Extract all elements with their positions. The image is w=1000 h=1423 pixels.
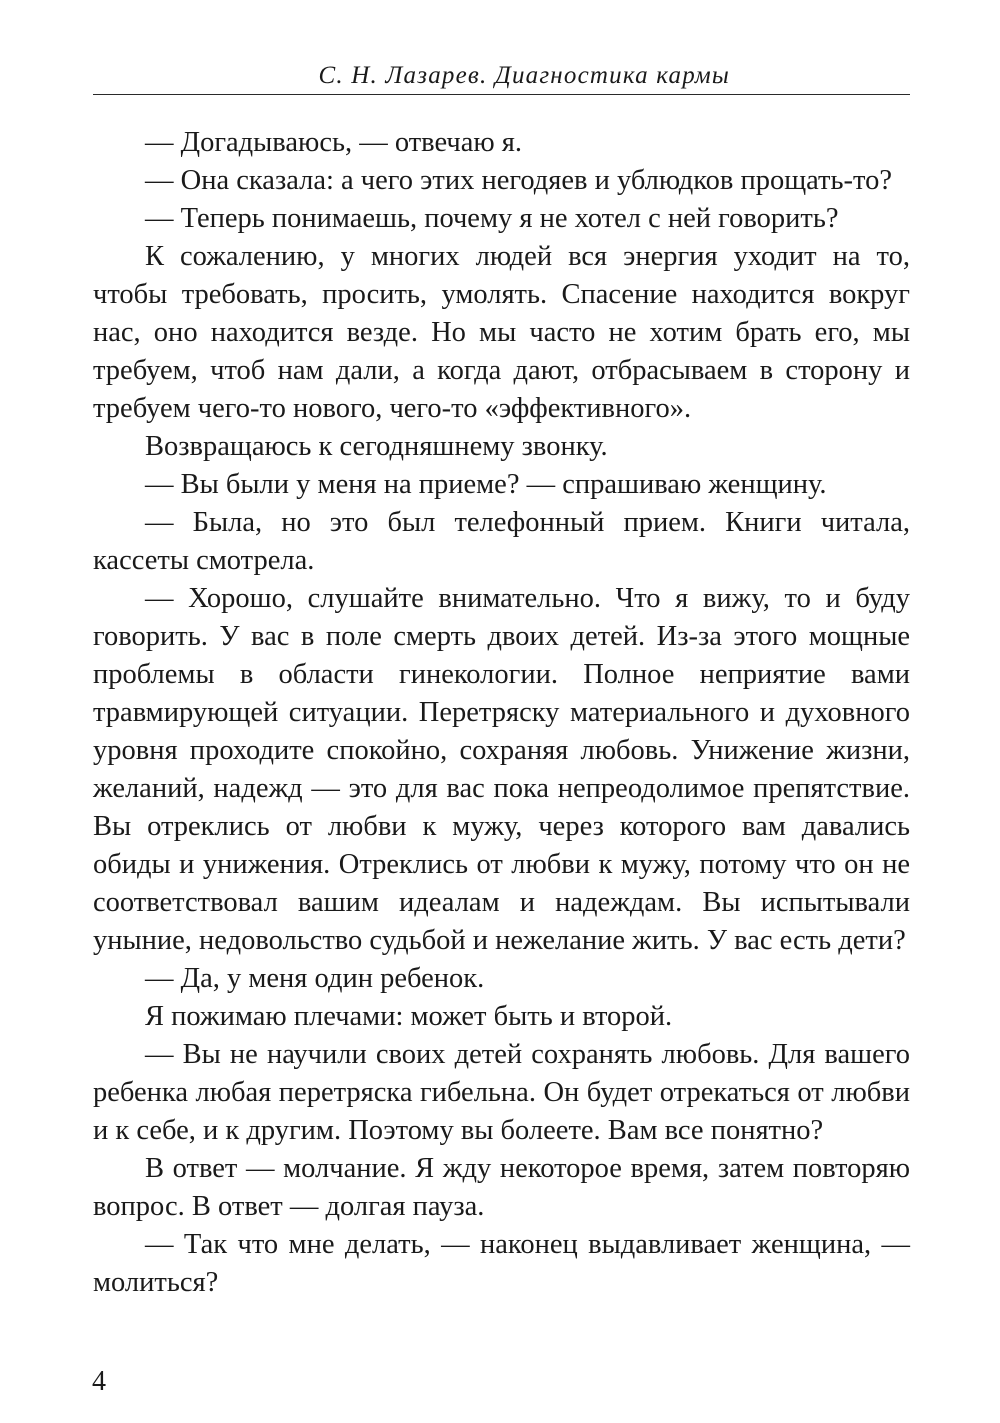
paragraph: — Вы не научили своих детей сохранять любовь. Для вашего ребенка любая перетряска гибельна. Он будет отрекаться от любви и к себе, и к другим. Поэтому вы болеете. Вам все понятно? [93,1039,910,1146]
paragraph: — Хорошо, слушайте внимательно. Что я вижу, то и буду говорить. У вас в поле смерть двоих детей. Из-за этого мощные проблемы в области гинекологии. Полное неприятие вами травмирующей ситуации. Перетряску материального и духовного уровня проходите спокойно, сохраняя любовь. Унижение жизни, желаний, надежд — это для вас пока непреодолимое препятствие. Вы отреклись от любви к мужу, через которого вам давались обиды и унижения. Отреклись от любви к мужу, потому что он не соответствовал вашим идеалам и надеждам. Вы испытывали уныние, недовольство судьбой и нежелание жить. У вас есть дети? [93,583,910,956]
paragraph: К сожалению, у многих людей вся энергия уходит на то, чтобы требовать, просить, умолять. Спасение находится вокруг нас, оно находится везде. Но мы часто не хотим брать его, мы требуем, чтоб нам дали, а когда дают, отбрасываем в сторону и требуем чего-то нового, чего-то «эффективного». [93,241,910,424]
running-header [93,56,910,95]
paragraph: — Теперь понимаешь, почему я не хотел с ней говорить? [145,203,839,234]
paragraph: — Догадываюсь, — отвечаю я. [145,127,523,158]
paragraph: — Вы были у меня на приеме? — спрашиваю женщину. [145,469,827,500]
paragraph: — Она сказала: а чего этих негодяев и ублюдков прощать-то? [145,165,892,196]
page-number: 4 [92,1366,106,1397]
paragraph: — Так что мне делать, — наконец выдавливает женщина, — молиться? [93,1229,910,1298]
paragraph: — Была, но это был телефонный прием. Книги читала, кассеты смотрела. [93,507,910,576]
body-text [93,124,910,1302]
paragraph: — Да, у меня один ребенок. [145,963,485,994]
paragraph: Возвращаюсь к сегодняшнему звонку. [145,431,608,462]
paragraph: Я пожимаю плечами: может быть и второй. [145,1001,673,1032]
paragraph: В ответ — молчание. Я жду некоторое время, затем повторяю вопрос. В ответ — долгая пауза. [93,1153,910,1222]
running-header-title: С. Н. Лазарев. Диагностика кармы [318,62,730,89]
